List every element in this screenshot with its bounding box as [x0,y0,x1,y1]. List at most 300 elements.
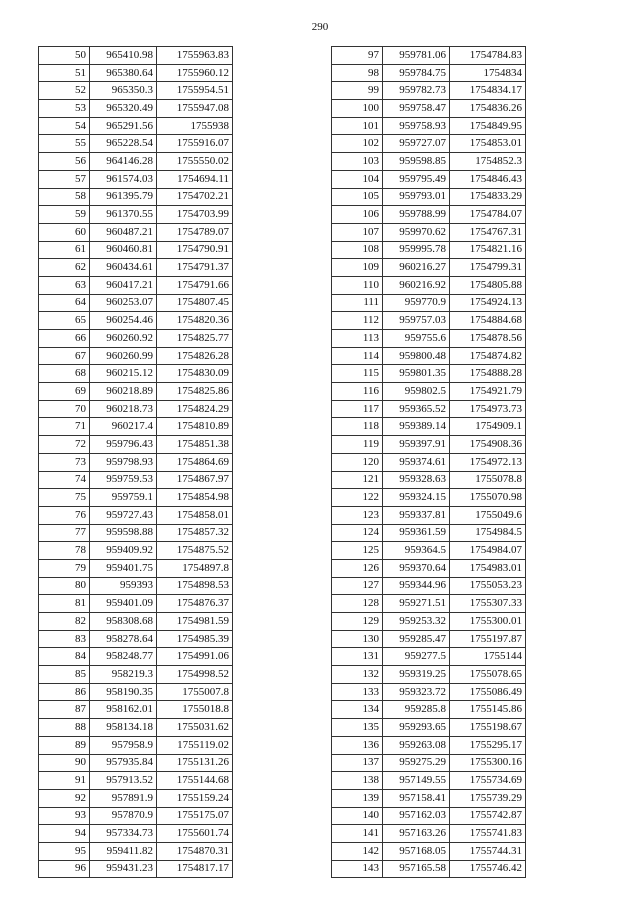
table-row [39,789,233,807]
x-coordinate-cell: 959401.75 [90,559,157,577]
x-coordinate-cell: 960434.61 [90,259,157,277]
table-row [39,807,233,825]
x-coordinate-cell: 960217.4 [90,418,157,436]
y-coordinate-cell: 1754799.31 [450,259,526,277]
x-coordinate-cell: 958308.68 [90,613,157,631]
point-number-cell: 52 [39,82,90,100]
point-number-cell: 112 [332,312,383,330]
point-number-cell: 104 [332,170,383,188]
y-coordinate-cell: 1754909.1 [450,418,526,436]
point-number-cell: 98 [332,64,383,82]
x-coordinate-cell: 959293.65 [383,719,450,737]
table-row [332,276,526,294]
table-row [39,471,233,489]
y-coordinate-cell: 1754789.07 [157,223,233,241]
table-row [39,436,233,454]
point-number-cell: 59 [39,206,90,224]
point-number-cell: 87 [39,701,90,719]
x-coordinate-cell: 959370.64 [383,559,450,577]
y-coordinate-cell: 1754908.36 [450,436,526,454]
y-coordinate-cell: 1755963.83 [157,47,233,65]
x-coordinate-cell: 960260.99 [90,347,157,365]
x-coordinate-cell: 957958.9 [90,736,157,754]
x-coordinate-cell: 965380.64 [90,64,157,82]
point-number-cell: 120 [332,453,383,471]
y-coordinate-cell: 1754870.31 [157,842,233,860]
y-coordinate-cell: 1755744.31 [450,842,526,860]
y-coordinate-cell: 1755145.86 [450,701,526,719]
y-coordinate-cell: 1754991.06 [157,648,233,666]
y-coordinate-cell: 1754790.91 [157,241,233,259]
point-number-cell: 68 [39,365,90,383]
x-coordinate-cell: 960218.89 [90,383,157,401]
y-coordinate-cell: 1754921.79 [450,383,526,401]
y-coordinate-cell: 1754864.69 [157,453,233,471]
y-coordinate-cell: 1755938 [157,117,233,135]
x-coordinate-cell: 959758.93 [383,117,450,135]
y-coordinate-cell: 1754826.28 [157,347,233,365]
y-coordinate-cell: 1755307.33 [450,595,526,613]
point-number-cell: 109 [332,259,383,277]
y-coordinate-cell: 1754807.45 [157,294,233,312]
table-row [39,259,233,277]
table-row [39,170,233,188]
table-row [39,595,233,613]
x-coordinate-cell: 957162.03 [383,807,450,825]
x-coordinate-cell: 959782.73 [383,82,450,100]
table-row [332,471,526,489]
table-row [332,100,526,118]
table-row [332,754,526,772]
table-row [332,312,526,330]
table-row [39,206,233,224]
y-coordinate-cell: 1755741.83 [450,825,526,843]
table-row [332,559,526,577]
table-row [39,312,233,330]
point-number-cell: 110 [332,276,383,294]
table-row [332,842,526,860]
y-coordinate-cell: 1754825.86 [157,383,233,401]
y-coordinate-cell: 1755742.87 [450,807,526,825]
x-coordinate-cell: 959361.59 [383,524,450,542]
y-coordinate-cell: 1754821.16 [450,241,526,259]
x-coordinate-cell: 964146.28 [90,153,157,171]
y-coordinate-cell: 1754830.09 [157,365,233,383]
y-coordinate-cell: 1754853.01 [450,135,526,153]
point-number-cell: 118 [332,418,383,436]
x-coordinate-cell: 958134.18 [90,719,157,737]
table-row [39,648,233,666]
table-row [332,259,526,277]
y-coordinate-cell: 1754703.99 [157,206,233,224]
x-coordinate-cell: 959393 [90,577,157,595]
point-number-cell: 90 [39,754,90,772]
table-row [39,153,233,171]
table-row [39,489,233,507]
x-coordinate-cell: 959801.35 [383,365,450,383]
point-number-cell: 105 [332,188,383,206]
x-coordinate-cell: 959328.63 [383,471,450,489]
table-row [332,807,526,825]
y-coordinate-cell: 1755078.8 [450,471,526,489]
point-number-cell: 103 [332,153,383,171]
y-coordinate-cell: 1754874.82 [450,347,526,365]
y-coordinate-cell: 1754884.68 [450,312,526,330]
table-row [332,47,526,65]
point-number-cell: 60 [39,223,90,241]
x-coordinate-cell: 957891.9 [90,789,157,807]
x-coordinate-cell: 965410.98 [90,47,157,65]
x-coordinate-cell: 958162.01 [90,701,157,719]
x-coordinate-cell: 957149.55 [383,772,450,790]
y-coordinate-cell: 1754791.37 [157,259,233,277]
point-number-cell: 93 [39,807,90,825]
point-number-cell: 57 [39,170,90,188]
x-coordinate-cell: 960487.21 [90,223,157,241]
x-coordinate-cell: 960253.07 [90,294,157,312]
table-row [39,223,233,241]
y-coordinate-cell: 1755739.29 [450,789,526,807]
x-coordinate-cell: 965291.56 [90,117,157,135]
table-row [332,418,526,436]
table-row [39,294,233,312]
table-row [332,630,526,648]
point-number-cell: 70 [39,400,90,418]
table-row [39,613,233,631]
point-number-cell: 107 [332,223,383,241]
point-number-cell: 122 [332,489,383,507]
x-coordinate-cell: 959253.32 [383,613,450,631]
x-coordinate-cell: 960216.27 [383,259,450,277]
table-row [332,206,526,224]
table-row [332,241,526,259]
y-coordinate-cell: 1755916.07 [157,135,233,153]
x-coordinate-cell: 959781.06 [383,47,450,65]
x-coordinate-cell: 959995.78 [383,241,450,259]
x-coordinate-cell: 959758.47 [383,100,450,118]
x-coordinate-cell: 959365.52 [383,400,450,418]
y-coordinate-cell: 1755734.69 [450,772,526,790]
point-number-cell: 114 [332,347,383,365]
x-coordinate-cell: 959727.43 [90,506,157,524]
table-row [39,542,233,560]
x-coordinate-cell: 958190.35 [90,683,157,701]
y-coordinate-cell: 1754924.13 [450,294,526,312]
x-coordinate-cell: 961370.55 [90,206,157,224]
y-coordinate-cell: 1754810.89 [157,418,233,436]
point-number-cell: 102 [332,135,383,153]
x-coordinate-cell: 959770.9 [383,294,450,312]
y-coordinate-cell: 1754984.07 [450,542,526,560]
table-row [332,719,526,737]
x-coordinate-cell: 959275.29 [383,754,450,772]
y-coordinate-cell: 1755300.01 [450,613,526,631]
y-coordinate-cell: 1755295.17 [450,736,526,754]
point-number-cell: 134 [332,701,383,719]
x-coordinate-cell: 960254.46 [90,312,157,330]
table-row [332,489,526,507]
point-number-cell: 79 [39,559,90,577]
table-row [39,577,233,595]
point-number-cell: 95 [39,842,90,860]
table-row [39,276,233,294]
x-coordinate-cell: 957168.05 [383,842,450,860]
table-row [39,772,233,790]
y-coordinate-cell: 1754854.98 [157,489,233,507]
point-number-cell: 108 [332,241,383,259]
y-coordinate-cell: 1755159.24 [157,789,233,807]
point-number-cell: 81 [39,595,90,613]
point-number-cell: 143 [332,860,383,878]
x-coordinate-cell: 959598.88 [90,524,157,542]
y-coordinate-cell: 1755078.65 [450,666,526,684]
table-row [39,365,233,383]
table-row [332,666,526,684]
table-row [332,294,526,312]
x-coordinate-cell: 960417.21 [90,276,157,294]
y-coordinate-cell: 1754784.07 [450,206,526,224]
x-coordinate-cell: 965350.3 [90,82,157,100]
y-coordinate-cell: 1754852.3 [450,153,526,171]
point-number-cell: 124 [332,524,383,542]
point-number-cell: 75 [39,489,90,507]
page-number: 290 [311,21,329,33]
x-coordinate-cell: 959755.6 [383,330,450,348]
x-coordinate-cell: 960260.92 [90,330,157,348]
table-row [332,772,526,790]
x-coordinate-cell: 959374.61 [383,453,450,471]
point-number-cell: 126 [332,559,383,577]
point-number-cell: 78 [39,542,90,560]
coordinates-table-left [38,46,233,878]
point-number-cell: 88 [39,719,90,737]
x-coordinate-cell: 959798.93 [90,453,157,471]
y-coordinate-cell: 1754820.36 [157,312,233,330]
table-row [39,100,233,118]
point-number-cell: 137 [332,754,383,772]
point-number-cell: 65 [39,312,90,330]
x-coordinate-cell: 959397.91 [383,436,450,454]
point-number-cell: 53 [39,100,90,118]
y-coordinate-cell: 1755018.8 [157,701,233,719]
y-coordinate-cell: 1754898.53 [157,577,233,595]
table-row [332,860,526,878]
table-row [39,736,233,754]
table-row [332,506,526,524]
x-coordinate-cell: 959759.1 [90,489,157,507]
point-number-cell: 86 [39,683,90,701]
y-coordinate-cell: 1755197.87 [450,630,526,648]
x-coordinate-cell: 959411.82 [90,842,157,860]
table-row [332,153,526,171]
x-coordinate-cell: 960216.92 [383,276,450,294]
table-row [332,170,526,188]
y-coordinate-cell: 1754972.13 [450,453,526,471]
table-row [332,436,526,454]
table-row [332,223,526,241]
table-row [332,330,526,348]
y-coordinate-cell: 1754851.38 [157,436,233,454]
y-coordinate-cell: 1755144.68 [157,772,233,790]
table-row [39,241,233,259]
table-row [39,64,233,82]
table-row [39,666,233,684]
table-row [39,683,233,701]
x-coordinate-cell: 961574.03 [90,170,157,188]
y-coordinate-cell: 1754694.11 [157,170,233,188]
table-row [332,577,526,595]
x-coordinate-cell: 959323.72 [383,683,450,701]
table-row [332,825,526,843]
table-row [332,701,526,719]
y-coordinate-cell: 1755550.02 [157,153,233,171]
table-row [332,524,526,542]
table-row [39,559,233,577]
table-row [39,754,233,772]
y-coordinate-cell: 1755049.6 [450,506,526,524]
x-coordinate-cell: 960218.73 [90,400,157,418]
x-coordinate-cell: 959793.01 [383,188,450,206]
point-number-cell: 101 [332,117,383,135]
table-row [332,64,526,82]
x-coordinate-cell: 959796.43 [90,436,157,454]
y-coordinate-cell: 1754858.01 [157,506,233,524]
table-row [39,630,233,648]
table-row [332,736,526,754]
table-row [332,117,526,135]
point-number-cell: 71 [39,418,90,436]
y-coordinate-cell: 1754867.97 [157,471,233,489]
x-coordinate-cell: 957913.52 [90,772,157,790]
point-number-cell: 74 [39,471,90,489]
x-coordinate-cell: 957163.26 [383,825,450,843]
y-coordinate-cell: 1754985.39 [157,630,233,648]
y-coordinate-cell: 1754875.52 [157,542,233,560]
point-number-cell: 136 [332,736,383,754]
point-number-cell: 73 [39,453,90,471]
point-number-cell: 64 [39,294,90,312]
x-coordinate-cell: 959344.96 [383,577,450,595]
point-number-cell: 63 [39,276,90,294]
table-row [332,135,526,153]
point-number-cell: 130 [332,630,383,648]
y-coordinate-cell: 1754805.88 [450,276,526,294]
y-coordinate-cell: 1755131.26 [157,754,233,772]
x-coordinate-cell: 959285.8 [383,701,450,719]
point-number-cell: 139 [332,789,383,807]
point-number-cell: 84 [39,648,90,666]
x-coordinate-cell: 965228.54 [90,135,157,153]
point-number-cell: 97 [332,47,383,65]
x-coordinate-cell: 958278.64 [90,630,157,648]
table-row [39,188,233,206]
table-row [39,117,233,135]
x-coordinate-cell: 959364.5 [383,542,450,560]
table-row [39,506,233,524]
table-row [39,701,233,719]
point-number-cell: 76 [39,506,90,524]
y-coordinate-cell: 1755300.16 [450,754,526,772]
y-coordinate-cell: 1755086.49 [450,683,526,701]
x-coordinate-cell: 959277.5 [383,648,450,666]
x-coordinate-cell: 959389.14 [383,418,450,436]
point-number-cell: 58 [39,188,90,206]
table-row [332,595,526,613]
table-row [39,524,233,542]
x-coordinate-cell: 959401.09 [90,595,157,613]
point-number-cell: 135 [332,719,383,737]
y-coordinate-cell: 1755746.42 [450,860,526,878]
point-number-cell: 123 [332,506,383,524]
x-coordinate-cell: 959409.92 [90,542,157,560]
x-coordinate-cell: 959759.53 [90,471,157,489]
point-number-cell: 115 [332,365,383,383]
point-number-cell: 92 [39,789,90,807]
table-row [332,400,526,418]
table-row [39,82,233,100]
y-coordinate-cell: 1754784.83 [450,47,526,65]
point-number-cell: 121 [332,471,383,489]
point-number-cell: 55 [39,135,90,153]
point-number-cell: 66 [39,330,90,348]
y-coordinate-cell: 1754825.77 [157,330,233,348]
y-coordinate-cell: 1755053.23 [450,577,526,595]
y-coordinate-cell: 1754876.37 [157,595,233,613]
x-coordinate-cell: 959784.75 [383,64,450,82]
point-number-cell: 125 [332,542,383,560]
y-coordinate-cell: 1754857.32 [157,524,233,542]
x-coordinate-cell: 959598.85 [383,153,450,171]
point-number-cell: 50 [39,47,90,65]
table-row [332,188,526,206]
table-row [332,383,526,401]
point-number-cell: 133 [332,683,383,701]
table-row [332,683,526,701]
point-number-cell: 132 [332,666,383,684]
y-coordinate-cell: 1754984.5 [450,524,526,542]
table-row [39,400,233,418]
table-row [332,648,526,666]
point-number-cell: 142 [332,842,383,860]
x-coordinate-cell: 959788.99 [383,206,450,224]
table-row [39,825,233,843]
point-number-cell: 85 [39,666,90,684]
x-coordinate-cell: 960215.12 [90,365,157,383]
y-coordinate-cell: 1754998.52 [157,666,233,684]
table-row [39,330,233,348]
x-coordinate-cell: 957870.9 [90,807,157,825]
x-coordinate-cell: 959263.08 [383,736,450,754]
point-number-cell: 51 [39,64,90,82]
x-coordinate-cell: 960460.81 [90,241,157,259]
point-number-cell: 131 [332,648,383,666]
y-coordinate-cell: 1755119.02 [157,736,233,754]
x-coordinate-cell: 959285.47 [383,630,450,648]
y-coordinate-cell: 1754888.28 [450,365,526,383]
point-number-cell: 69 [39,383,90,401]
point-number-cell: 116 [332,383,383,401]
point-number-cell: 129 [332,613,383,631]
table-row [39,47,233,65]
y-coordinate-cell: 1754983.01 [450,559,526,577]
x-coordinate-cell: 959795.49 [383,170,450,188]
table-row [332,789,526,807]
x-coordinate-cell: 959319.25 [383,666,450,684]
y-coordinate-cell: 1754836.26 [450,100,526,118]
table-row [332,542,526,560]
point-number-cell: 56 [39,153,90,171]
x-coordinate-cell: 957165.58 [383,860,450,878]
